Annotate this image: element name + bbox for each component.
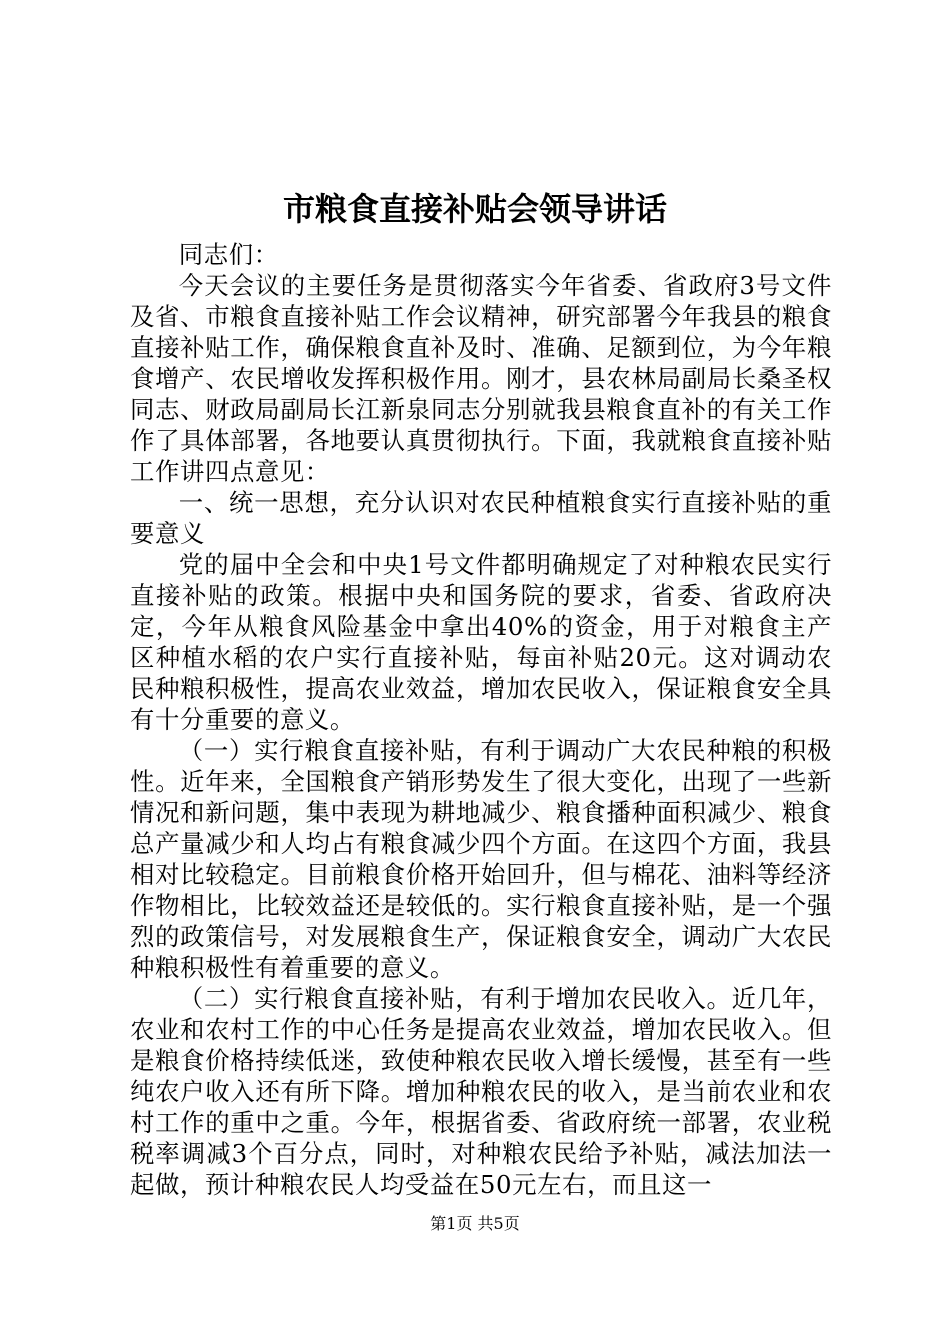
- paragraph: （二）实行粮食直接补贴，有利于增加农民收入。近几年，农业和农村工作的中心任务是提高农业效益，增加农民收入。但是粮食价格持续低迷，致使种粮农民收入增长缓慢，甚至有一些纯农户收入还有所下降。增加种粮农民的收入，是当前农业和农村工作的重中之重。今年，根据省委、省政府统一部署，农业税税率调减3个百分点，同时，对种粮农民给予补贴，减法加法一起做，预计种粮农民人均受益在50元左右，而且这一: [130, 984, 832, 1199]
- paragraph: 今天会议的主要任务是贯彻落实今年省委、省政府3号文件及省、市粮食直接补贴工作会议精神，研究部署今年我县的粮食直接补贴工作，确保粮食直补及时、准确、足额到位，为今年粮食增产、农民增收发挥积极作用。刚才，县农林局副局长桑圣权同志、财政局副局长江新泉同志分别就我县粮食直补的有关工作作了具体部署，各地要认真贯彻执行。下面，我就粮食直接补贴工作讲四点意见：: [130, 271, 832, 486]
- document-title: 市粮食直接补贴会领导讲话: [282, 190, 667, 228]
- section-heading: 一、统一思想，充分认识对农民种植粮食实行直接补贴的重要意义: [130, 488, 832, 548]
- paragraph: 党的届中全会和中央1号文件都明确规定了对种粮农民实行直接补贴的政策。根据中央和国务院的要求，省委、省政府决定，今年从粮食风险基金中拿出40%的资金，用于对粮食主产区种植水稻的农户实行直接补贴，每亩补贴20元。这对调动农民种粮积极性，提高农业效益，增加农民收入，保证粮食安全具有十分重要的意义。: [130, 550, 832, 734]
- page-footer: 第1页 共5页: [430, 1214, 520, 1233]
- document-body: [130, 239, 832, 1200]
- paragraph: （一）实行粮食直接补贴，有利于调动广大农民种粮的积极性。近年来，全国粮食产销形势发生了很大变化，出现了一些新情况和新问题，集中表现为耕地减少、粮食播种面积减少、粮食总产量减少和人均占有粮食减少四个方面。在这四个方面，我县相对比较稳定。目前粮食价格开始回升，但与棉花、油料等经济作物相比，比较效益还是较低的。实行粮食直接补贴，是一个强烈的政策信号，对发展粮食生产，保证粮食安全，调动广大农民种粮积极性有着重要的意义。: [130, 736, 832, 982]
- salutation: 同志们：: [178, 240, 279, 269]
